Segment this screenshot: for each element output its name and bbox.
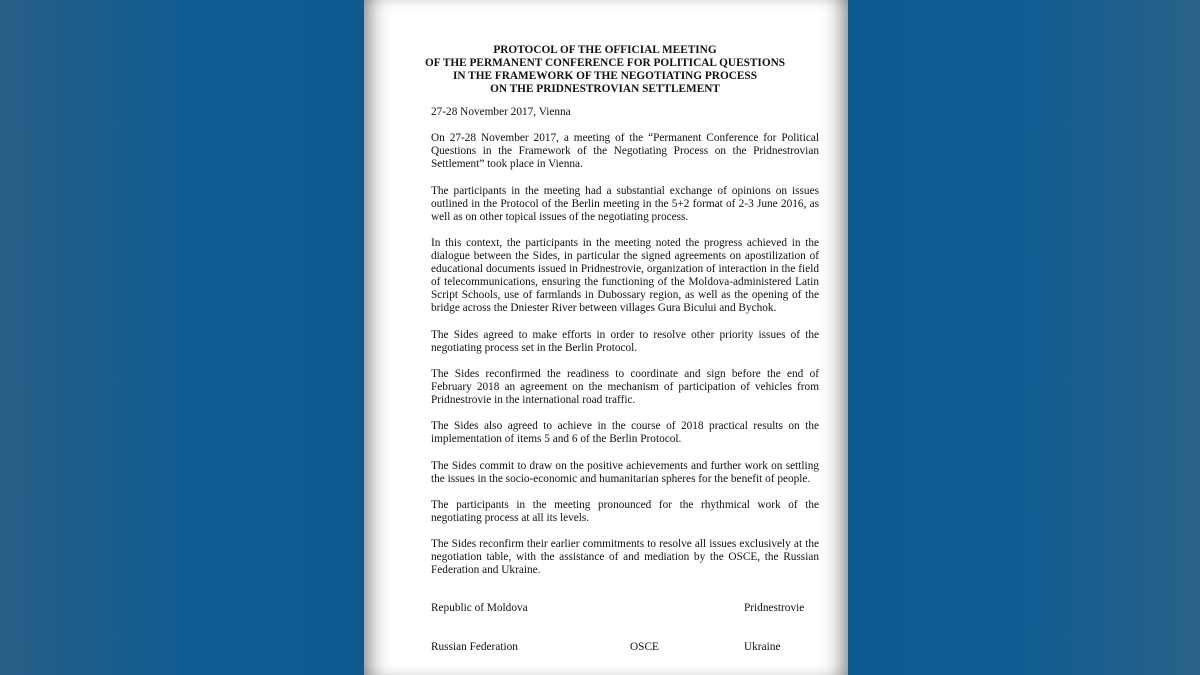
paragraph-3: In this context, the participants in the meeting noted the progress achieved in the dialogue between the Sides, in particular the signed agreements on apostilization of educational documents issued in Pridnestrovie, organization of interaction in the field of telecommunications, ensuring the functioning of the Moldova-administered Latin Script Schools, use of farmlands in Dubossary region, as well as the opening of the bridge across the Dniester River between villages Gura Bicului and Bychok.	[431, 236, 819, 315]
signatory-osce: OSCE	[630, 641, 659, 653]
paragraph-9: The Sides reconfirm their earlier commitments to resolve all issues exclusively at the negotiation table, with the assistance of and mediation by the OSCE, the Russian Federation and Ukraine.	[431, 538, 819, 577]
title-line-3: IN THE FRAMEWORK OF THE NEGOTIATING PROCESS	[452, 70, 758, 83]
document-title	[424, 44, 786, 96]
paragraph-6: The Sides also agreed to achieve in the course of 2018 practical results on the implementation of items 5 and 6 of the Berlin Protocol.	[431, 420, 819, 446]
paragraph-5: The Sides reconfirmed the readiness to coordinate and sign before the end of February 2018 an agreement on the mechanism of participation of vehicles from Pridnestrovie in the international road traffic.	[431, 367, 819, 407]
document-page	[364, 0, 848, 675]
dateline: 27-28 November 2017, Vienna	[431, 106, 571, 118]
signatory-moldova: Republic of Moldova	[431, 602, 528, 614]
signatory-pridnestrovie: Pridnestrovie	[744, 602, 805, 614]
title-line-1: PROTOCOL OF THE OFFICIAL MEETING	[493, 44, 717, 56]
paragraph-2: The participants in the meeting had a substantial exchange of opinions on issues outlined in the Protocol of the Berlin meeting in the 5+2 format of 2-3 June 2016, as well as on other topical issues of the negotiating process.	[431, 184, 819, 223]
background-left-panel	[0, 0, 364, 675]
background-right-panel	[848, 0, 1200, 675]
signatory-russia: Russian Federation	[431, 641, 518, 653]
paragraph-8: The participants in the meeting pronounced for the rhythmical work of the negotiating process at all its levels.	[431, 498, 819, 524]
title-line-2: OF THE PERMANENT CONFERENCE FOR POLITICAL QUESTIONS	[424, 57, 786, 70]
signatory-ukraine: Ukraine	[744, 641, 781, 653]
paragraph-4: The Sides agreed to make efforts in order to resolve other priority issues of the negotiating process set in the Berlin Protocol.	[431, 328, 819, 354]
title-line-4: ON THE PRIDNESTROVIAN SETTLEMENT	[490, 83, 720, 96]
paragraph-1: On 27-28 November 2017, a meeting of the “Permanent Conference for Political Questions in the Framework of the Negotiating Process on the Pridnestrovian Settlement” took place in Vienna.	[431, 132, 819, 171]
document-body	[431, 106, 819, 590]
paragraph-7: The Sides commit to draw on the positive achievements and further work on settling the issues in the socio-economic and humanitarian spheres for the benefit of people.	[431, 459, 819, 485]
